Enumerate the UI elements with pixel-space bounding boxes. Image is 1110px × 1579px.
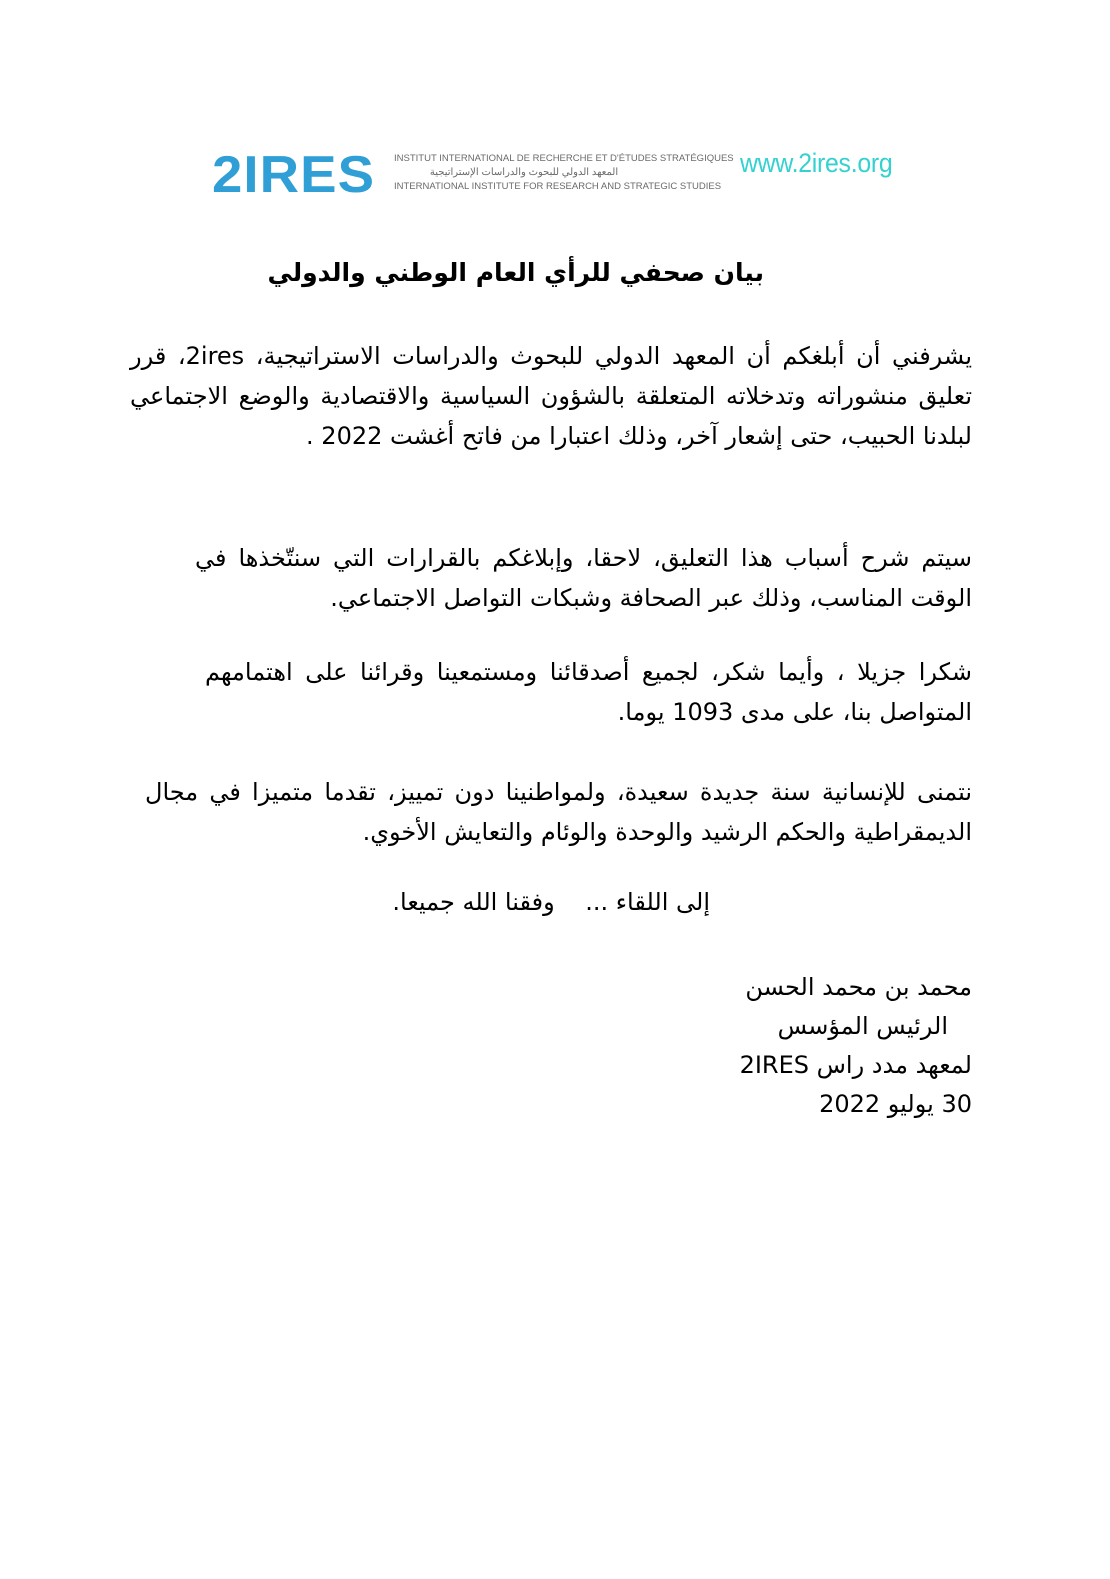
closing-line: إلى اللقاء ... وفقنا الله جميعا. [392, 888, 710, 916]
signer-organization: لمعهد مدد راس 2IRES [739, 1051, 972, 1079]
institute-name-fr: INSTITUT INTERNATIONAL DE RECHERCHE ET D'ÉTUDES STRATÉGIQUES [394, 153, 734, 164]
paragraph-thanks: شكرا جزيلا ، وأيما شكر، لجميع أصدقائنا ومستمعينا وقرائنا على اهتمامهم المتواصل بنا، على مدى 1093 يوما. [205, 658, 972, 726]
paragraph-announcement: يشرفني أن أبلغكم أن المعهد الدولي للبحوث والدراسات الاستراتيجية، 2ires، قرر تعليق منشوراته وتدخلاته المتعلقة بالشؤون السياسية والاقتصادية والوضع الاجتماعي لبلدنا الحبيب، حتى إشعار آخر، وذلك اعتبارا من فاتح أغشت 2022 . [130, 342, 972, 450]
signature-date: 30 يوليو 2022 [819, 1090, 972, 1118]
2ires-logo: 2IRES [212, 146, 376, 204]
website-url: www.2ires.org [740, 148, 893, 178]
paragraph-explanation: سيتم شرح أسباب هذا التعليق، لاحقا، وإبلاغكم بالقرارات التي سنتّخذها في الوقت المناسب، وذلك عبر الصحافة وشبكات التواصل الاجتماعي. [195, 544, 972, 612]
paragraph-wishes: نتمنى للإنسانية سنة جديدة سعيدة، ولمواطنينا دون تمييز، تقدما متميزا في مجال الديمقراطية والحكم الرشيد والوحدة والوئام والتعايش الأخوي. [145, 778, 972, 846]
signer-role: الرئيس المؤسس [777, 1012, 948, 1040]
institute-name-en: INTERNATIONAL INSTITUTE FOR RESEARCH AND STRATEGIC STUDIES [394, 181, 722, 192]
signer-name: محمد بن محمد الحسن [745, 973, 972, 1001]
institute-names [394, 152, 734, 194]
letterhead [208, 146, 898, 202]
page-title: بيان صحفي للرأي العام الوطني والدولي [267, 258, 764, 287]
institute-name-ar: المعهد الدولي للبحوث والدراسات الإستراتيجية [429, 167, 619, 178]
signature-block [700, 968, 972, 1124]
